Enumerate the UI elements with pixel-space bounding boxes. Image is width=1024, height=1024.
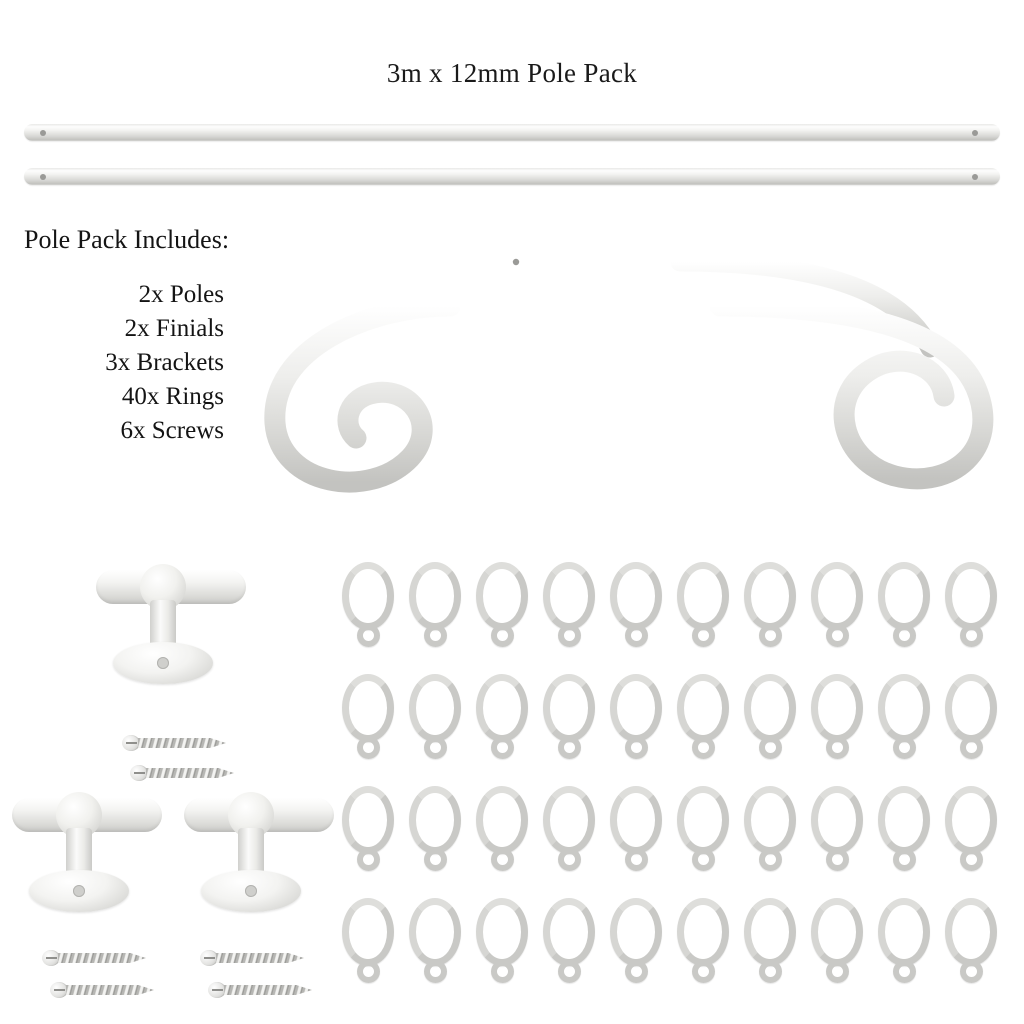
page-title: 3m x 12mm Pole Pack — [386, 58, 638, 88]
curtain-ring — [742, 674, 798, 766]
screw-head-icon — [200, 950, 218, 966]
curtain-ring — [876, 674, 932, 766]
ring-body — [677, 562, 729, 630]
curtain-ring — [608, 674, 664, 766]
curtain-ring — [608, 562, 664, 654]
curtain-ring — [742, 786, 798, 878]
curtain-pole-1 — [24, 124, 1000, 141]
screw-head-icon — [122, 735, 140, 751]
ring-body — [878, 786, 930, 854]
screw-thread — [138, 738, 226, 748]
screw-thread — [146, 768, 234, 778]
ring-body — [409, 562, 461, 630]
ring-body — [744, 562, 796, 630]
ring-body — [476, 786, 528, 854]
curtain-ring — [742, 562, 798, 654]
pole-screw-hole-icon — [972, 130, 978, 136]
ring-body — [744, 898, 796, 966]
ring-eyelet — [826, 624, 849, 647]
curtain-ring — [340, 898, 396, 990]
curtain-ring — [675, 562, 731, 654]
ring-body — [476, 674, 528, 742]
ring-eyelet — [759, 848, 782, 871]
list-item: 3x Brackets — [105, 349, 224, 376]
ring-eyelet — [491, 960, 514, 983]
ring-body — [878, 674, 930, 742]
ring-eyelet — [625, 736, 648, 759]
ring-eyelet — [692, 736, 715, 759]
ring-eyelet — [826, 960, 849, 983]
ring-body — [409, 898, 461, 966]
ring-body — [543, 562, 595, 630]
curtain-ring — [608, 898, 664, 990]
ring-eyelet — [424, 848, 447, 871]
curtain-ring — [340, 786, 396, 878]
pole-bracket-3 — [176, 790, 341, 935]
curtain-ring — [943, 562, 999, 654]
ring-body — [811, 562, 863, 630]
ring-eyelet — [893, 736, 916, 759]
ring-eyelet — [625, 624, 648, 647]
ring-eyelet — [960, 960, 983, 983]
curtain-ring — [943, 674, 999, 766]
pole-bracket-1 — [88, 562, 253, 707]
wood-screw-4 — [50, 982, 154, 998]
curtain-ring — [943, 898, 999, 990]
wood-screw-3 — [42, 950, 146, 966]
pole-screw-hole-icon — [40, 130, 46, 136]
screw-thread — [224, 985, 312, 995]
ring-eyelet — [491, 736, 514, 759]
screw-head-icon — [42, 950, 60, 966]
ring-eyelet — [491, 624, 514, 647]
ring-body — [677, 674, 729, 742]
ring-body — [342, 898, 394, 966]
ring-eyelet — [558, 960, 581, 983]
screw-thread — [66, 985, 154, 995]
curtain-ring — [407, 674, 463, 766]
wood-screw-2 — [130, 765, 234, 781]
ring-eyelet — [960, 848, 983, 871]
curtain-ring — [407, 562, 463, 654]
curtain-ring — [675, 786, 731, 878]
curtain-ring — [675, 898, 731, 990]
curtain-ring — [407, 898, 463, 990]
ring-body — [342, 786, 394, 854]
curtain-ring — [474, 562, 530, 654]
wood-screw-1 — [122, 735, 226, 751]
includes-heading: Pole Pack Includes: — [24, 225, 230, 254]
curtain-ring — [809, 562, 865, 654]
screw-thread — [216, 953, 304, 963]
ring-eyelet — [558, 624, 581, 647]
ring-body — [543, 674, 595, 742]
ring-eyelet — [357, 624, 380, 647]
curtain-ring — [742, 898, 798, 990]
ring-eyelet — [424, 624, 447, 647]
ring-body — [677, 786, 729, 854]
curtain-ring — [675, 674, 731, 766]
ring-eyelet — [960, 736, 983, 759]
list-item: 40x Rings — [121, 383, 224, 410]
curtain-pole-2 — [24, 168, 1000, 185]
bracket-wall-plate — [201, 870, 301, 912]
screw-head-icon — [130, 765, 148, 781]
ring-body — [610, 786, 662, 854]
ring-eyelet — [692, 848, 715, 871]
ring-eyelet — [893, 848, 916, 871]
curtain-ring — [541, 674, 597, 766]
ring-eyelet — [424, 960, 447, 983]
finial-group — [250, 218, 1010, 508]
curtain-ring — [474, 898, 530, 990]
curtain-ring — [809, 674, 865, 766]
ring-eyelet — [625, 960, 648, 983]
list-item: 2x Poles — [138, 281, 224, 308]
ring-eyelet — [960, 624, 983, 647]
ring-eyelet — [357, 736, 380, 759]
ring-body — [610, 898, 662, 966]
list-item: 6x Screws — [120, 417, 224, 444]
ring-eyelet — [692, 960, 715, 983]
ring-body — [945, 786, 997, 854]
scroll-finial-icon — [250, 218, 1010, 508]
screw-head-icon — [50, 982, 68, 998]
ring-eyelet — [625, 848, 648, 871]
ring-body — [878, 562, 930, 630]
screw-head-icon — [208, 982, 226, 998]
ring-eyelet — [759, 624, 782, 647]
ring-body — [945, 898, 997, 966]
ring-body — [610, 562, 662, 630]
ring-body — [878, 898, 930, 966]
ring-eyelet — [558, 848, 581, 871]
pole-screw-hole-icon — [972, 174, 978, 180]
wood-screw-5 — [200, 950, 304, 966]
pole-screw-hole-icon — [40, 174, 46, 180]
ring-eyelet — [893, 960, 916, 983]
ring-body — [811, 898, 863, 966]
curtain-ring — [876, 898, 932, 990]
ring-body — [409, 674, 461, 742]
ring-body — [543, 898, 595, 966]
ring-body — [744, 786, 796, 854]
ring-body — [342, 674, 394, 742]
ring-eyelet — [357, 960, 380, 983]
curtain-ring — [340, 562, 396, 654]
ring-body — [945, 562, 997, 630]
curtain-ring — [809, 786, 865, 878]
curtain-ring — [407, 786, 463, 878]
ring-body — [409, 786, 461, 854]
ring-eyelet — [893, 624, 916, 647]
wood-screw-6 — [208, 982, 312, 998]
ring-body — [744, 674, 796, 742]
includes-list — [24, 278, 224, 448]
list-item: 2x Finials — [124, 315, 224, 342]
ring-eyelet — [826, 848, 849, 871]
curtain-ring — [474, 786, 530, 878]
ring-body — [610, 674, 662, 742]
curtain-ring — [340, 674, 396, 766]
bracket-wall-plate — [29, 870, 129, 912]
curtain-ring — [541, 898, 597, 990]
ring-body — [945, 674, 997, 742]
curtain-ring — [541, 786, 597, 878]
curtain-ring — [541, 562, 597, 654]
ring-eyelet — [759, 736, 782, 759]
ring-eyelet — [424, 736, 447, 759]
screw-thread — [58, 953, 146, 963]
curtain-ring — [809, 898, 865, 990]
curtain-rings-grid — [340, 562, 1010, 1022]
ring-body — [342, 562, 394, 630]
ring-eyelet — [491, 848, 514, 871]
ring-eyelet — [826, 736, 849, 759]
curtain-ring — [943, 786, 999, 878]
ring-eyelet — [558, 736, 581, 759]
ring-body — [811, 674, 863, 742]
ring-eyelet — [357, 848, 380, 871]
curtain-ring — [608, 786, 664, 878]
curtain-ring — [876, 562, 932, 654]
ring-eyelet — [692, 624, 715, 647]
scroll-finial-front — [275, 303, 983, 482]
ring-body — [476, 562, 528, 630]
ring-eyelet — [759, 960, 782, 983]
curtain-ring — [876, 786, 932, 878]
bracket-wall-plate — [113, 642, 213, 684]
ring-body — [811, 786, 863, 854]
curtain-ring — [474, 674, 530, 766]
ring-body — [543, 786, 595, 854]
ring-body — [677, 898, 729, 966]
ring-body — [476, 898, 528, 966]
pole-bracket-2 — [4, 790, 169, 935]
